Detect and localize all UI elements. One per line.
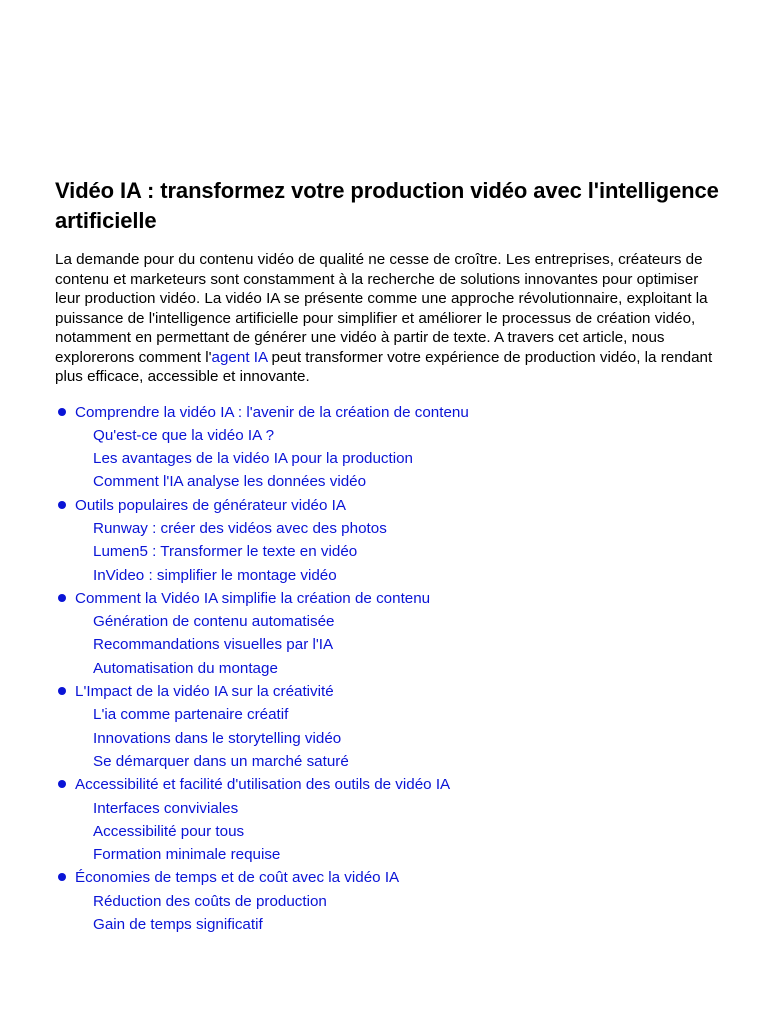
toc-sublink[interactable]: Gain de temps significatif xyxy=(93,916,263,934)
toc-sublist xyxy=(75,797,720,867)
toc-sublink[interactable]: Formation minimale requise xyxy=(93,846,281,864)
toc-subitem xyxy=(93,727,720,750)
toc-subitem xyxy=(93,750,720,773)
toc-sublist xyxy=(75,703,720,773)
toc-subitem xyxy=(93,470,720,493)
intro-paragraph xyxy=(55,250,720,387)
toc-sublink[interactable]: Qu'est-ce que la vidéo IA ? xyxy=(93,426,275,444)
toc-link[interactable]: Économies de temps et de coût avec la vidéo IA xyxy=(75,869,400,887)
toc-sublink[interactable]: Automatisation du montage xyxy=(93,659,278,677)
toc-section xyxy=(55,587,720,680)
toc-sublink[interactable]: InVideo : simplifier le montage vidéo xyxy=(93,566,337,584)
toc-subitem xyxy=(93,447,720,470)
toc-subitem xyxy=(93,820,720,843)
page-title: Vidéo IA : transformez votre production vidéo avec l'intelligence artificielle xyxy=(55,178,719,233)
toc-sublist xyxy=(75,890,720,937)
table-of-contents xyxy=(55,401,720,937)
agent-ia-link[interactable]: agent IA xyxy=(211,348,268,366)
toc-sublink[interactable]: Runway : créer des vidéos avec des photos xyxy=(93,519,387,537)
toc-sublist xyxy=(75,517,720,587)
toc-section xyxy=(55,494,720,587)
toc-link[interactable]: Outils populaires de générateur vidéo IA xyxy=(75,496,347,514)
bullet-icon xyxy=(58,780,66,788)
toc-subitem xyxy=(93,564,720,587)
toc-section xyxy=(55,401,720,494)
toc-subitem xyxy=(93,540,720,563)
bullet-icon xyxy=(58,873,66,881)
intro-text-before-link: La demande pour du contenu vidéo de qualité ne cesse de croître. Les entreprises, créateurs de contenu et marketeurs sont constamment à la recherche de solutions innovantes pour optimiser leur production vidéo. La vidéo IA se présente comme une approche révolutionnaire, exploitant la puissance de l'intelligence artificielle pour simplifier et améliorer le processus de création vidéo, notamment en permettant de générer une vidéo à partir de texte. A travers cet article, nous explorerons comment l' xyxy=(55,251,708,366)
toc-sublink[interactable]: L'ia comme partenaire créatif xyxy=(93,706,289,724)
toc-subitem xyxy=(93,890,720,913)
toc-sublink[interactable]: Se démarquer dans un marché saturé xyxy=(93,752,349,770)
toc-sublink[interactable]: Interfaces conviviales xyxy=(93,799,239,817)
bullet-icon xyxy=(58,501,66,509)
toc-sublink[interactable]: Réduction des coûts de production xyxy=(93,892,327,910)
toc-section xyxy=(55,773,720,866)
toc-subitem xyxy=(93,633,720,656)
toc-section xyxy=(55,680,720,773)
toc-subitem xyxy=(93,703,720,726)
toc-link[interactable]: L'Impact de la vidéo IA sur la créativité xyxy=(75,683,334,701)
bullet-icon xyxy=(58,687,66,695)
toc-sublink[interactable]: Recommandations visuelles par l'IA xyxy=(93,636,334,654)
toc-link[interactable]: Accessibilité et facilité d'utilisation des outils de vidéo IA xyxy=(75,776,451,794)
bullet-icon xyxy=(58,408,66,416)
toc-subitem xyxy=(93,913,720,936)
article xyxy=(55,176,720,936)
toc-link[interactable]: Comprendre la vidéo IA : l'avenir de la création de contenu xyxy=(75,403,469,421)
toc-sublist xyxy=(75,424,720,494)
intro-text-after-link: peut transformer votre expérience de production vidéo, la rendant plus efficace, accessible et innovante. xyxy=(55,348,713,385)
bullet-icon xyxy=(58,594,66,602)
toc-sublink[interactable]: Lumen5 : Transformer le texte en vidéo xyxy=(93,543,358,561)
toc-sublist xyxy=(75,610,720,680)
toc-sublink[interactable]: Génération de contenu automatisée xyxy=(93,613,335,631)
toc-sublink[interactable]: Les avantages de la vidéo IA pour la production xyxy=(93,450,414,468)
toc-subitem xyxy=(93,657,720,680)
toc-link[interactable]: Comment la Vidéo IA simplifie la création de contenu xyxy=(75,589,431,607)
toc-subitem xyxy=(93,424,720,447)
toc-sublink[interactable]: Comment l'IA analyse les données vidéo xyxy=(93,473,367,491)
toc-subitem xyxy=(93,843,720,866)
toc-subitem xyxy=(93,517,720,540)
toc-subitem xyxy=(93,610,720,633)
toc-sublink[interactable]: Accessibilité pour tous xyxy=(93,822,245,840)
toc-subitem xyxy=(93,797,720,820)
toc-sublink[interactable]: Innovations dans le storytelling vidéo xyxy=(93,729,342,747)
toc-section xyxy=(55,866,720,936)
